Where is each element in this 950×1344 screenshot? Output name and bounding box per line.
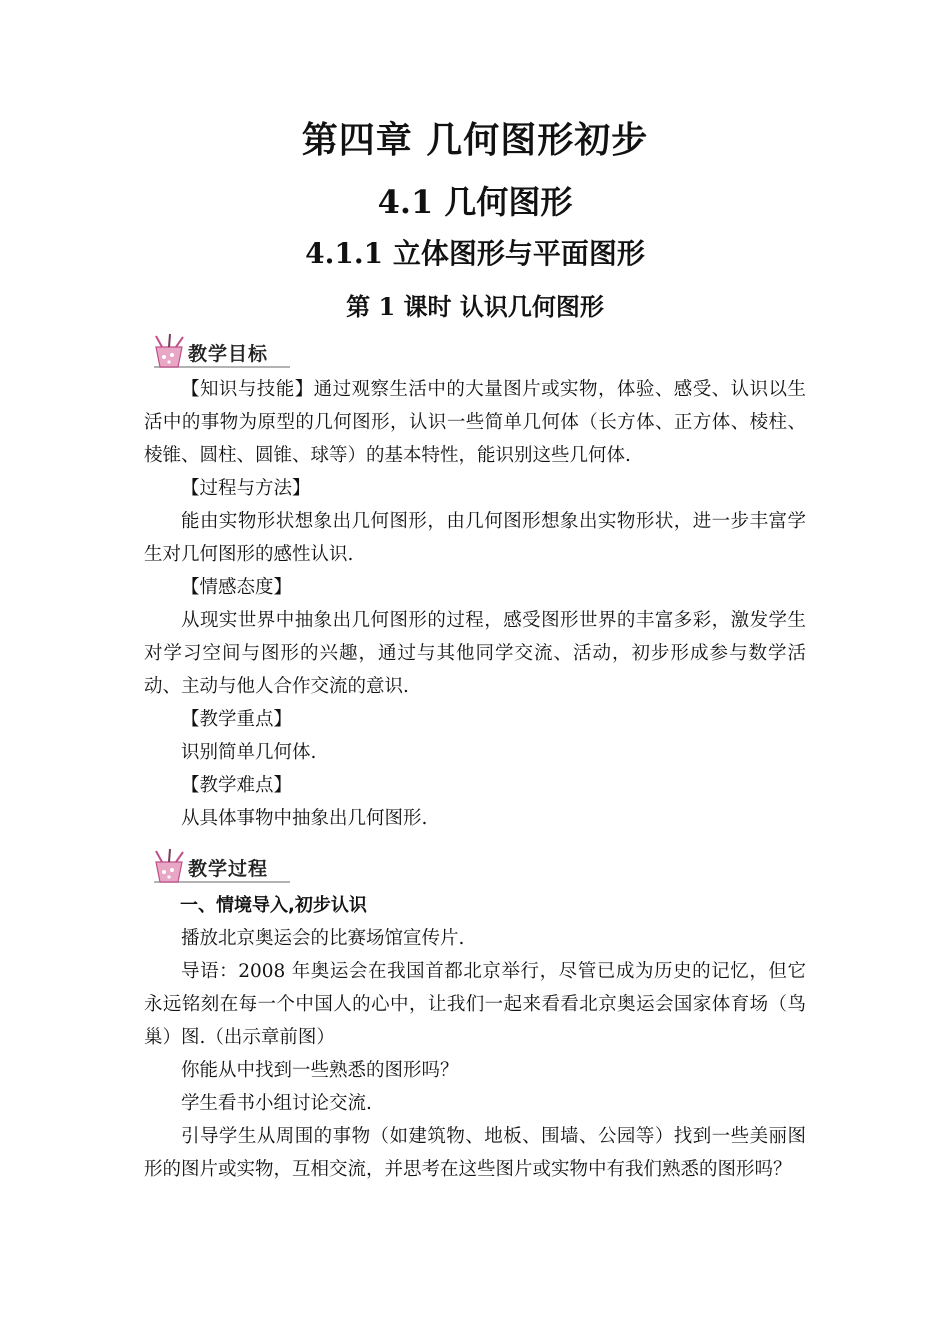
paragraph: 识别简单几何体. — [181, 742, 317, 763]
subsection-title: 4.1.1 立体图形与平面图形 — [305, 237, 645, 270]
teaching-goals-label: 教学目标 — [188, 343, 269, 365]
paragraph: 播放北京奥运会的比赛场馆宣传片. — [181, 928, 465, 949]
chapter-title: 第四章 几何图形初步 — [301, 119, 649, 161]
lesson-title: 第 1 课时 认识几何图形 — [346, 292, 604, 321]
paragraph: 你能从中找到一些熟悉的图形吗？ — [181, 1060, 459, 1081]
teaching-process-banner — [144, 848, 290, 886]
paragraph: 【过程与方法】 — [181, 478, 311, 499]
paragraph: 导语：2008 年奥运会在我国首都北京举行，尽管已成为历史的记忆，但它永远铭刻在每一个中国人的心中，让我们一起来看看北京奥运会国家体育场（鸟巢）图.（出示章前图） — [144, 961, 806, 1048]
paragraph: 【教学难点】 — [181, 775, 293, 796]
paragraph: 从现实世界中抽象出几何图形的过程，感受图形世界的丰富多彩，激发学生对学习空间与图形的兴趣，通过与其他同学交流、活动，初步形成参与数学活动、主动与他人合作交流的意识. — [144, 610, 806, 697]
section-title: 4.1 几何图形 — [377, 183, 573, 221]
paragraph: 【知识与技能】通过观察生活中的大量图片或实物，体验、感受、认识以生活中的事物为原型的几何图形，认识一些简单几何体（长方体、正方体、棱柱、棱锥、圆柱、圆锥、球等）的基本特性，能识别这些几何体. — [144, 379, 806, 466]
teaching-process-content — [144, 889, 806, 1186]
paragraph: 引导学生从周围的事物（如建筑物、地板、围墙、公园等）找到一些美丽图形的图片或实物，互相交流，并思考在这些图片或实物中有我们熟悉的图形吗？ — [144, 1126, 806, 1180]
paragraph: 学生看书小组讨论交流. — [181, 1093, 372, 1114]
paragraph: 【情感态度】 — [181, 577, 293, 598]
paragraph: 能由实物形状想象出几何图形，由几何图形想象出实物形状，进一步丰富学生对几何图形的感性认识. — [144, 511, 806, 565]
paragraph: 【教学重点】 — [181, 709, 293, 730]
paragraph: 从具体事物中抽象出几何图形. — [181, 808, 428, 829]
section-heading: 一、情境导入,初步认识 — [180, 895, 367, 916]
teaching-goals-banner — [144, 333, 290, 371]
teaching-goals-content — [144, 373, 806, 835]
teaching-process-label: 教学过程 — [188, 858, 269, 880]
